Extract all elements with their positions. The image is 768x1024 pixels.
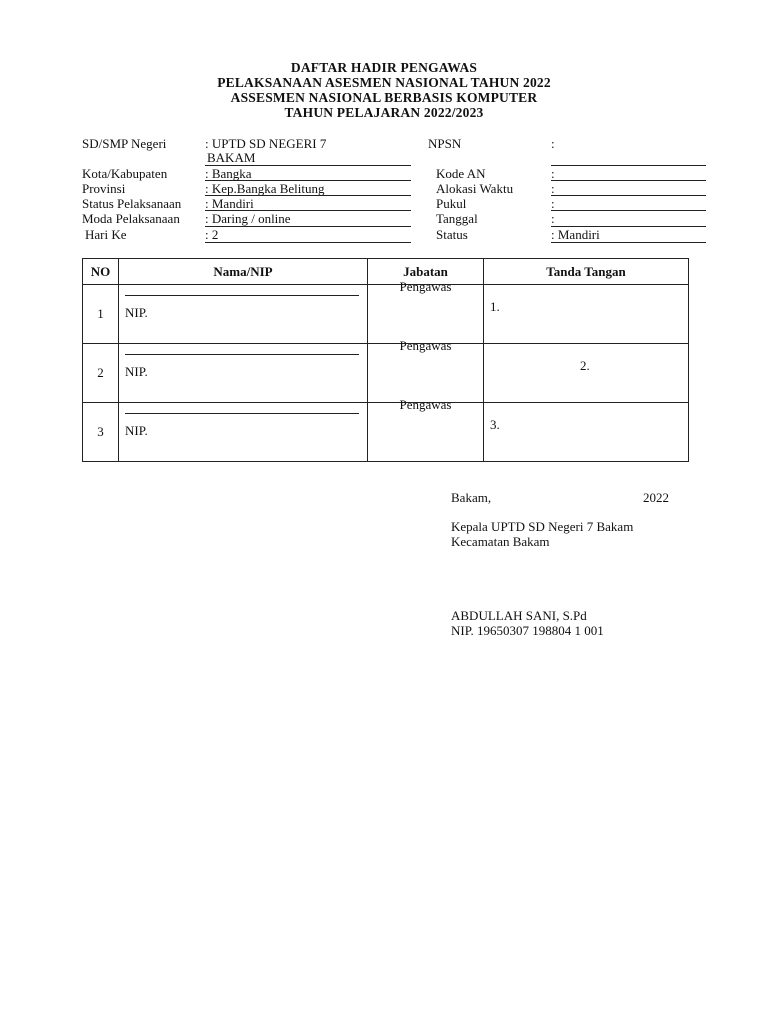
value-hari: : 2 [205, 227, 219, 242]
name-field[interactable] [119, 285, 368, 344]
label-kota: Kota/Kabupaten [82, 166, 168, 181]
underline-moda [205, 226, 411, 227]
underline-hari [205, 242, 411, 243]
underline-alokasi [551, 195, 706, 196]
name-field[interactable] [119, 344, 368, 403]
label-npsn: NPSN [428, 136, 462, 151]
name-line [125, 413, 359, 414]
label-status: Status [436, 227, 468, 242]
label-alokasi: Alokasi Waktu [436, 181, 514, 196]
footer-signer-name: ABDULLAH SANI, S.Pd [451, 608, 587, 623]
footer-signer-nip: NIP. 19650307 198804 1 001 [451, 623, 604, 638]
doc-subtitle: PELAKSANAAN ASESMEN NASIONAL TAHUN 2022 [217, 75, 551, 90]
value-sekolah-line2: BAKAM [207, 150, 256, 165]
header-no: NO [83, 259, 119, 285]
table-row [83, 344, 689, 403]
underline-status [551, 242, 706, 243]
value-moda: : Daring / online [205, 211, 291, 226]
value-kota: : Bangka [205, 166, 252, 181]
table-row [83, 403, 689, 462]
doc-title: DAFTAR HADIR PENGAWAS [290, 60, 478, 75]
value-sekolah: : UPTD SD NEGERI 7 [205, 136, 327, 151]
jabatan-cell [368, 279, 484, 344]
header-ttd: Tanda Tangan [484, 259, 689, 285]
signature-field[interactable] [484, 403, 689, 462]
label-sekolah: SD/SMP Negeri [82, 136, 167, 151]
row-no: 2 [83, 344, 119, 403]
underline-pukul [551, 210, 706, 211]
signature-number: 3. [490, 417, 500, 432]
value-status: : Mandiri [551, 227, 600, 242]
footer-place: Bakam, [451, 490, 492, 505]
jabatan-cell [368, 338, 484, 403]
value-kode-an: : [551, 166, 555, 181]
value-alokasi: : [551, 181, 555, 196]
label-moda: Moda Pelaksanaan [82, 211, 180, 226]
signature-field[interactable] [484, 285, 689, 344]
signature-number: 2. [580, 358, 590, 373]
row-no: 1 [83, 285, 119, 344]
doc-subtitle-2: ASSESMEN NASIONAL BERBASIS KOMPUTER [230, 90, 538, 105]
jabatan-text: Pengawas [399, 279, 452, 294]
jabatan-text: Pengawas [399, 397, 452, 412]
footer-year: 2022 [643, 490, 669, 505]
jabatan-cell [368, 397, 484, 462]
jabatan-text: Pengawas [399, 338, 452, 353]
label-tanggal: Tanggal [436, 211, 478, 226]
value-pukul: : [551, 196, 555, 211]
label-provinsi: Provinsi [82, 181, 126, 196]
nip-label: NIP. [125, 305, 148, 320]
nip-label: NIP. [125, 364, 148, 379]
doc-subtitle-3: TAHUN PELAJARAN 2022/2023 [284, 105, 484, 120]
value-status-pelaksanaan: : Mandiri [205, 196, 254, 211]
footer-position: Kepala UPTD SD Negeri 7 Bakam [451, 519, 634, 534]
nip-label: NIP. [125, 423, 148, 438]
footer-position-2: Kecamatan Bakam [451, 534, 550, 549]
header-nama: Nama/NIP [119, 259, 368, 285]
value-tanggal: : [551, 211, 555, 226]
table-row [83, 285, 689, 344]
value-provinsi: : Kep.Bangka Belitung [205, 181, 325, 196]
label-status-pelaksanaan: Status Pelaksanaan [82, 196, 182, 211]
signature-field[interactable] [484, 344, 689, 403]
signature-number: 1. [490, 299, 500, 314]
attendance-table [82, 258, 689, 462]
name-line [125, 295, 359, 296]
label-kode-an: Kode AN [436, 166, 486, 181]
row-no: 3 [83, 403, 119, 462]
name-field[interactable] [119, 403, 368, 462]
header-jabatan: Jabatan [368, 259, 484, 285]
label-pukul: Pukul [436, 196, 467, 211]
underline-npsn [551, 165, 706, 166]
value-npsn: : [551, 136, 555, 151]
underline-kode-an [551, 180, 706, 181]
label-hari: Hari Ke [85, 227, 127, 242]
name-line [125, 354, 359, 355]
